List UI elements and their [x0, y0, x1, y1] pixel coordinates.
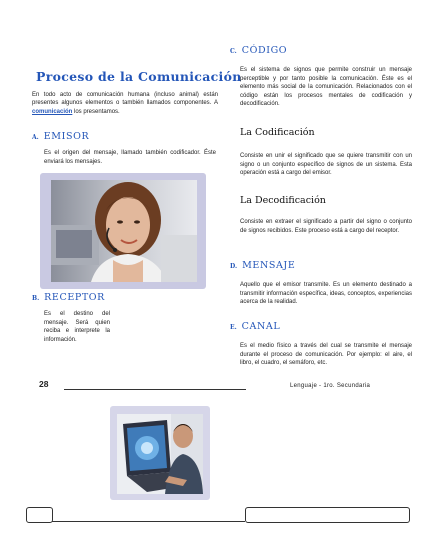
section-mensaje-text: Aquello que el emisor transmite. Es un elemento destinado a transmitir información específica, ideas, conceptos, experiencias acerca de la realidad.	[240, 282, 412, 305]
course-box	[245, 507, 410, 523]
section-title: EMISOR	[43, 131, 90, 142]
page-number: 28	[39, 379, 49, 389]
section-codigo-heading	[230, 45, 287, 56]
section-letter: B.	[32, 295, 40, 302]
page-number-box	[26, 507, 53, 523]
section-letter: C.	[230, 48, 237, 55]
section-canal-heading	[230, 321, 280, 332]
codificacion-text: Consiste en unir el significado que se quiere transmitir con un signo o un conjunto específico de signos de un sistema. Esta operación está a cargo del emisor.	[240, 153, 412, 176]
section-title: CANAL	[241, 321, 281, 332]
course-label: Lenguaje - 1ro. Secundaria	[290, 383, 371, 389]
photo-woman-headset	[51, 180, 197, 282]
decodificacion-title: La Decodificación	[240, 195, 326, 206]
intro-paragraph	[32, 91, 218, 116]
section-emisor-heading	[32, 131, 89, 142]
footer-rule-bottom	[52, 521, 245, 522]
page-title: Proceso de la Comunicación	[36, 69, 242, 84]
intro-text-before: En todo acto de comunicación humana (incluso animal) están presentes algunos elementos o también llamados componentes. A	[32, 92, 218, 107]
intro-keyword: comunicación	[32, 108, 73, 115]
section-mensaje-heading	[230, 260, 295, 271]
section-codigo-text: Es el sistema de signos que permite construir un mensaje perceptible y por tanto posible la comunicación. Éste es el elemento más social de la comunicación. Relacionados con el código están los procesos mentales de codificación y decodificación.	[240, 67, 412, 107]
section-letter: E.	[230, 324, 237, 331]
section-receptor-text: Es el destino del mensaje. Será quien reciba e interprete la información.	[44, 311, 110, 343]
codificacion-title: La Codificación	[240, 127, 315, 138]
decodificacion-text: Consiste en extraer el significado a partir del signo o conjunto de signos recibidos. Este proceso está a cargo del receptor.	[240, 219, 412, 234]
footer-rule	[64, 389, 246, 390]
section-title: CÓDIGO	[241, 45, 288, 56]
photo-man-laptop-frame	[110, 406, 210, 500]
section-canal-text: Es el medio físico a través del cual se transmite el mensaje durante el proceso de comunicación. Por ejemplo: el aire, el libro, el cuadro, el semáforo, etc.	[240, 343, 412, 366]
photo-man-laptop	[117, 414, 203, 494]
section-letter: A.	[32, 134, 39, 141]
section-emisor-text: Es el origen del mensaje, llamado también codificador. Éste enviará los mensajes.	[44, 150, 216, 165]
section-receptor-heading	[32, 292, 105, 303]
photo-woman-headset-frame	[40, 173, 206, 289]
intro-text-after: los presentamos.	[72, 108, 120, 115]
section-title: RECEPTOR	[44, 292, 105, 303]
section-title: MENSAJE	[242, 260, 296, 271]
section-letter: D.	[230, 263, 238, 270]
